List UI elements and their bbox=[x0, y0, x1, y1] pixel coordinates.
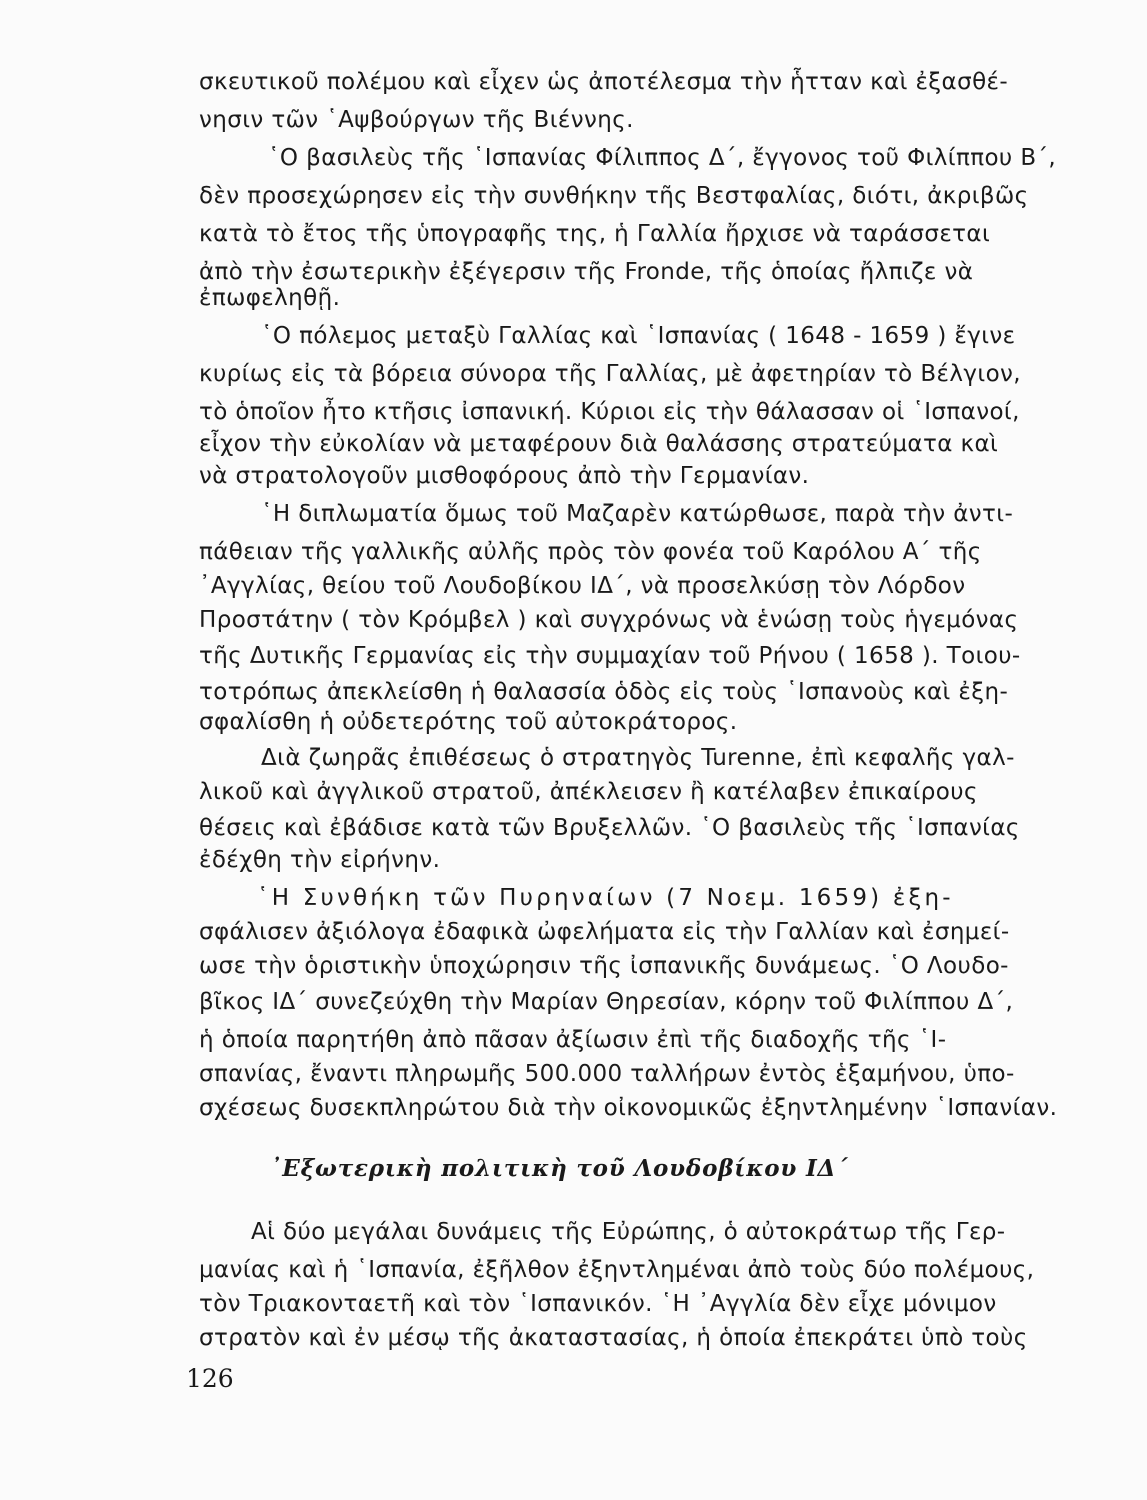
text-line: νὰ στρατολογοῦν μισθοφόρους ἀπὸ τὴν Γερμανίαν. bbox=[199, 463, 810, 489]
text-line: θέσεις καὶ ἐβάδισε κατὰ τῶν Βρυξελλῶν. ῾Ο βασιλεὺς τῆς ῾Ισπανίας bbox=[199, 815, 1020, 841]
text-line: νησιν τῶν ῾Αψβούργων τῆς Βιέννης. bbox=[199, 107, 634, 133]
text-line: τὸ ὁποῖον ἦτο κτῆσις ἰσπανική. Κύριοι εἰς τὴν θάλασσαν οἱ ῾Ισπανοί, bbox=[199, 399, 1020, 425]
text-line: ἐδέχθη τὴν εἰρήνην. bbox=[199, 847, 441, 873]
text-line: στρατὸν καὶ ἐν μέσῳ τῆς ἀκαταστασίας, ἡ ὁποία ἐπεκράτει ὑπὸ τοὺς bbox=[199, 1325, 1028, 1351]
page-number: 126 bbox=[186, 1364, 234, 1393]
text-line: ωσε τὴν ὁριστικὴν ὑποχώρησιν τῆς ἰσπανικῆς δυνάμεως. ῾Ο Λουδο- bbox=[199, 953, 1009, 979]
text-line: τὸν Τριακονταετῆ καὶ τὸν ῾Ισπανικόν. ῾Η ᾿Αγγλία δὲν εἶχε μόνιμον bbox=[199, 1291, 997, 1317]
text-line: εἶχον τὴν εὐκολίαν νὰ μεταφέρουν διὰ θαλάσσης στρατεύματα καὶ bbox=[199, 431, 999, 457]
text-line: τῆς Δυτικῆς Γερμανίας εἰς τὴν συμμαχίαν τοῦ Ρήνου ( 1658 ). Τοιου- bbox=[199, 643, 1021, 669]
text-line: βῖκος ΙΔ΄ συνεζεύχθη τὴν Μαρίαν Θηρεσίαν, κόρην τοῦ Φιλίππου Δ΄, bbox=[199, 989, 1014, 1015]
text-line: ῾Ο βασιλεὺς τῆς ῾Ισπανίας Φίλιππος Δ΄, ἔγγονος τοῦ Φιλίππου Β΄, bbox=[268, 145, 1057, 171]
text-line: σφάλισεν ἀξιόλογα ἐδαφικὰ ὠφελήματα εἰς τὴν Γαλλίαν καὶ ἐσημεί- bbox=[199, 919, 1010, 945]
text-line: ῾Η διπλωματία ὅμως τοῦ Μαζαρὲν κατώρθωσε, παρὰ τὴν ἀντι- bbox=[261, 501, 1014, 527]
section-heading: ᾿Εξωτερικὴ πολιτικὴ τοῦ Λουδοβίκου ΙΔ΄ bbox=[270, 1155, 849, 1182]
text-line: ῾Η Συνθήκη τῶν Πυρηναίων (7 Νοεμ. 1659) ἐξη- bbox=[257, 885, 954, 911]
text-line: Προστάτην ( τὸν Κρόμβελ ) καὶ συγχρόνως νὰ ἑνώσῃ τοὺς ἡγεμόνας bbox=[199, 607, 1019, 633]
text-line: ἀπὸ τὴν ἐσωτερικὴν ἐξέγερσιν τῆς Fronde, τῆς ὁποίας ἤλπιζε νὰ bbox=[199, 259, 974, 285]
text-line: κυρίως εἰς τὰ βόρεια σύνορα τῆς Γαλλίας, μὲ ἀφετηρίαν τὸ Βέλγιον, bbox=[199, 361, 1022, 387]
text-line: ἡ ὁποία παρητήθη ἀπὸ πᾶσαν ἀξίωσιν ἐπὶ τῆς διαδοχῆς τῆς ῾Ι- bbox=[199, 1027, 947, 1053]
text-line: τοτρόπως ἀπεκλείσθη ἡ θαλασσία ὁδὸς εἰς τοὺς ῾Ισπανοὺς καὶ ἐξη- bbox=[199, 679, 1009, 705]
text-line: πάθειαν τῆς γαλλικῆς αὐλῆς πρὸς τὸν φονέα τοῦ Καρόλου Α΄ τῆς bbox=[199, 539, 982, 565]
text-line: ῾Ο πόλεμος μεταξὺ Γαλλίας καὶ ῾Ισπανίας ( 1648 - 1659 ) ἔγινε bbox=[261, 323, 1016, 349]
text-line: κατὰ τὸ ἔτος τῆς ὑπογραφῆς της, ἡ Γαλλία ἤρχισε νὰ ταράσσεται bbox=[199, 221, 991, 247]
text-line: δὲν προσεχώρησεν εἰς τὴν συνθήκην τῆς Βεστφαλίας, διότι, ἀκριβῶς bbox=[199, 183, 1029, 209]
text-line: σφαλίσθη ἡ οὐδετερότης τοῦ αὐτοκράτορος. bbox=[199, 709, 738, 735]
text-line: Διὰ ζωηρᾶς ἐπιθέσεως ὁ στρατηγὸς Turenne, ἐπὶ κεφαλῆς γαλ- bbox=[261, 745, 1015, 771]
text-line: Αἱ δύο μεγάλαι δυνάμεις τῆς Εὐρώπης, ὁ αὐτοκράτωρ τῆς Γερ- bbox=[251, 1219, 1006, 1245]
text-line: ᾿Αγγλίας, θείου τοῦ Λουδοβίκου ΙΔ΄, νὰ προσελκύσῃ τὸν Λόρδον bbox=[199, 573, 966, 599]
text-line: λικοῦ καὶ ἀγγλικοῦ στρατοῦ, ἀπέκλεισεν ἢ κατέλαβεν ἐπικαίρους bbox=[199, 779, 978, 805]
text-line: σχέσεως δυσεκπληρώτου διὰ τὴν οἰκονομικῶς ἐξηντλημένην ῾Ισπανίαν. bbox=[199, 1095, 1058, 1121]
text-line: σκευτικοῦ πολέμου καὶ εἶχεν ὡς ἀποτέλεσμα τὴν ἧτταν καὶ ἐξασθέ- bbox=[199, 69, 1009, 95]
text-line: σπανίας, ἔναντι πληρωμῆς 500.000 ταλλήρων ἐντὸς ἑξαμήνου, ὑπο- bbox=[199, 1061, 1015, 1087]
text-line: ἐπωφεληθῇ. bbox=[199, 285, 341, 311]
text-line: μανίας καὶ ἡ ῾Ισπανία, ἐξῆλθον ἐξηντλημέναι ἀπὸ τοὺς δύο πολέμους, bbox=[199, 1257, 1035, 1283]
